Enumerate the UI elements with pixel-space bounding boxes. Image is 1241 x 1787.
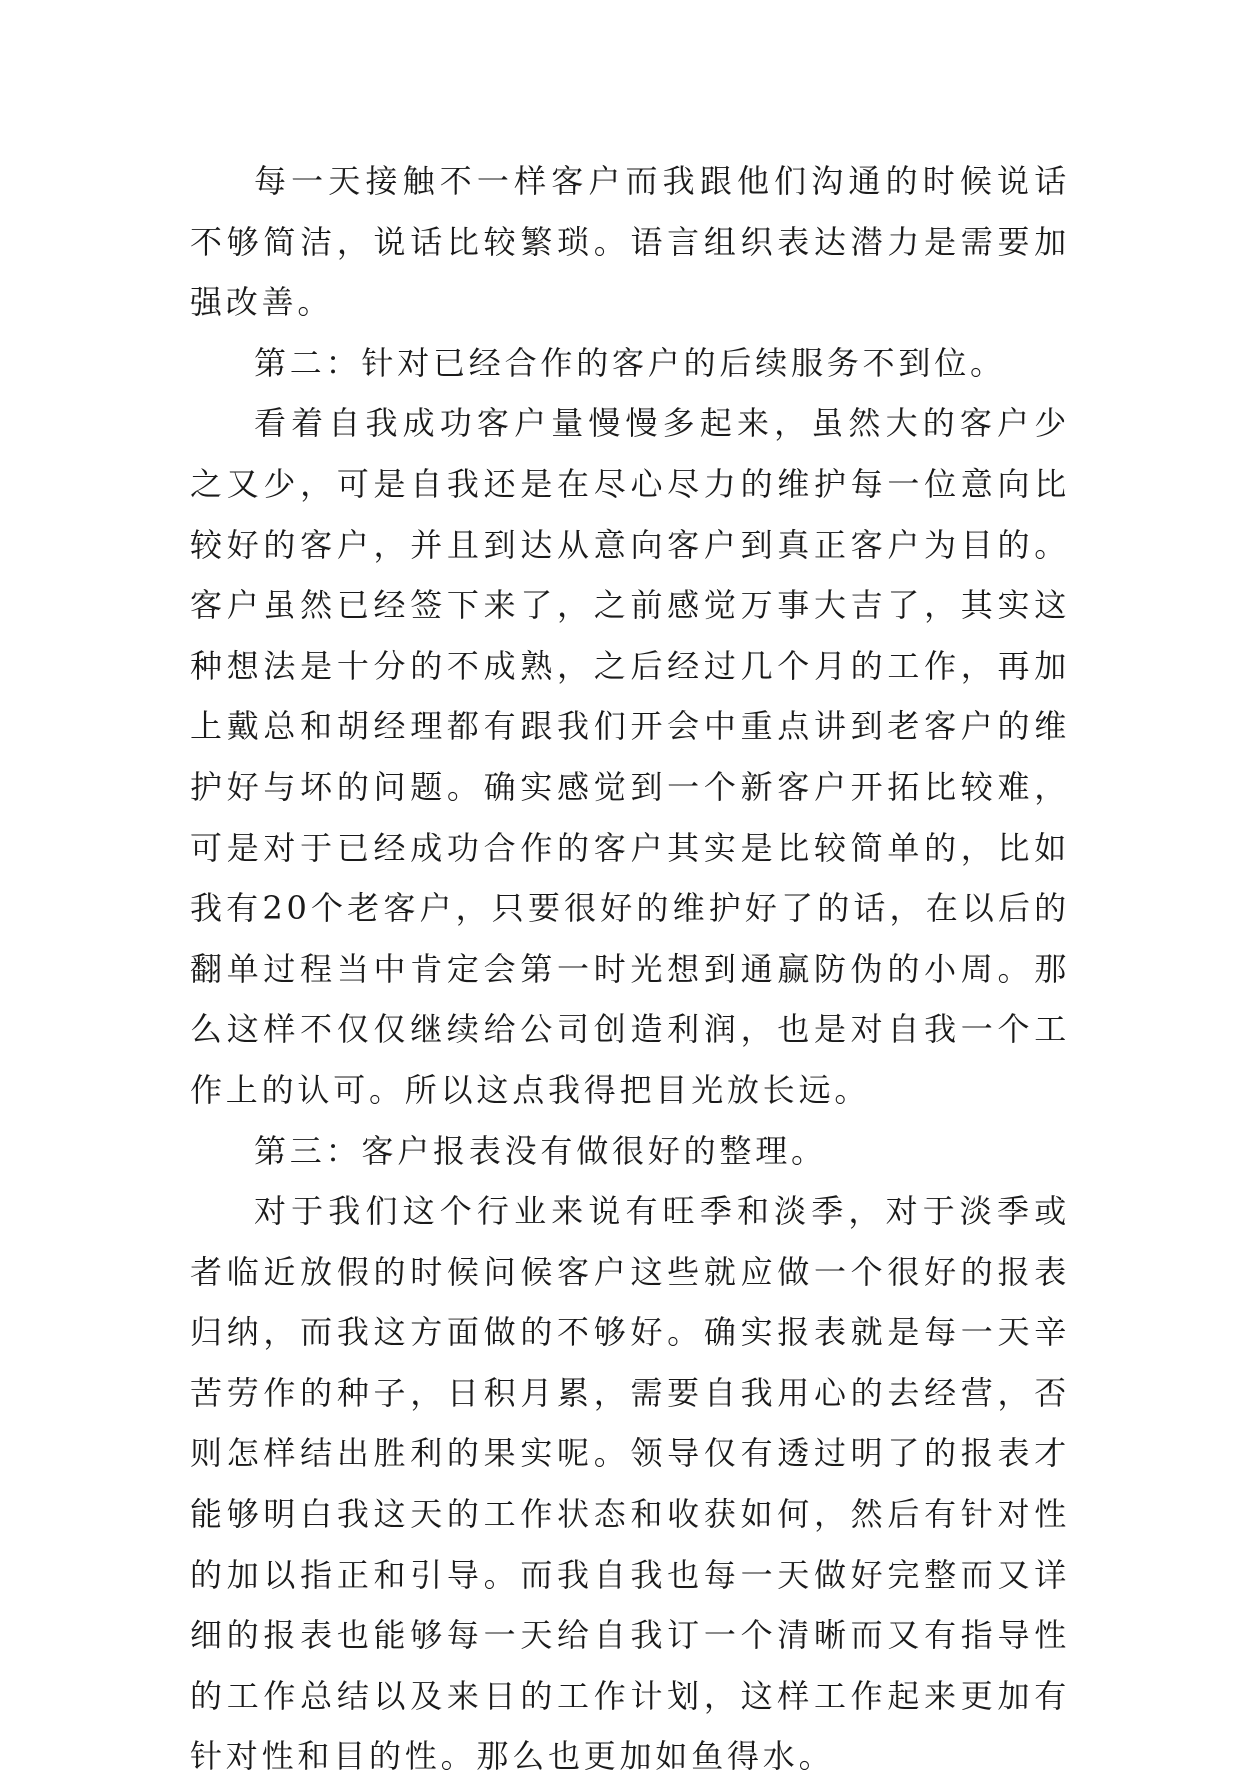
heading-point-two: 第二：针对已经合作的客户的后续服务不到位。: [254, 343, 1006, 382]
paragraph-communication: 每一天接触不一样客户而我跟他们沟通的时候说话不够简洁，说话比较繁琐。语言组织表达潜力是需要加强改善。: [190, 162, 1070, 322]
paragraph-reports: 对于我们这个行业来说有旺季和淡季，对于淡季或者临近放假的时候问候客户这些就应做一个很好的报表归纳，而我这方面做的不够好。确实报表就是每一天辛苦劳作的种子，日积月累，需要自我用心的去经营，否则怎样结出胜利的果实呢。领导仅有透过明了的报表才能够明白我这天的工作状态和收获如何，然后有针对性的加以指正和引导。而我自我也每一天做好完整而又详细的报表也能够每一天给自我订一个清晰而又有指导性的工作总结以及来日的工作计划，这样工作起来更加有针对性和目的性。那么也更加如鱼得水。: [190, 1192, 1070, 1776]
heading-point-three: 第三：客户报表没有做很好的整理。: [254, 1131, 827, 1170]
paragraph-customer-maintenance: 看着自我成功客户量慢慢多起来，虽然大的客户少之又少，可是自我还是在尽心尽力的维护每一位意向比较好的客户，并且到达从意向客户到真正客户为目的。客户虽然已经签下来了，之前感觉万事大吉了，其实这种想法是十分的不成熟，之后经过几个月的工作，再加上戴总和胡经理都有跟我们开会中重点讲到老客户的维护好与坏的问题。确实感觉到一个新客户开拓比较难，可是对于已经成功合作的客户其实是比较简单的，比如我有20个老客户，只要很好的维护好了的话，在以后的翻单过程当中肯定会第一时光想到通赢防伪的小周。那么这样不仅仅继续给公司创造利润，也是对自我一个工作上的认可。所以这点我得把目光放长远。: [190, 404, 1070, 1109]
document-body: [190, 151, 1070, 1787]
